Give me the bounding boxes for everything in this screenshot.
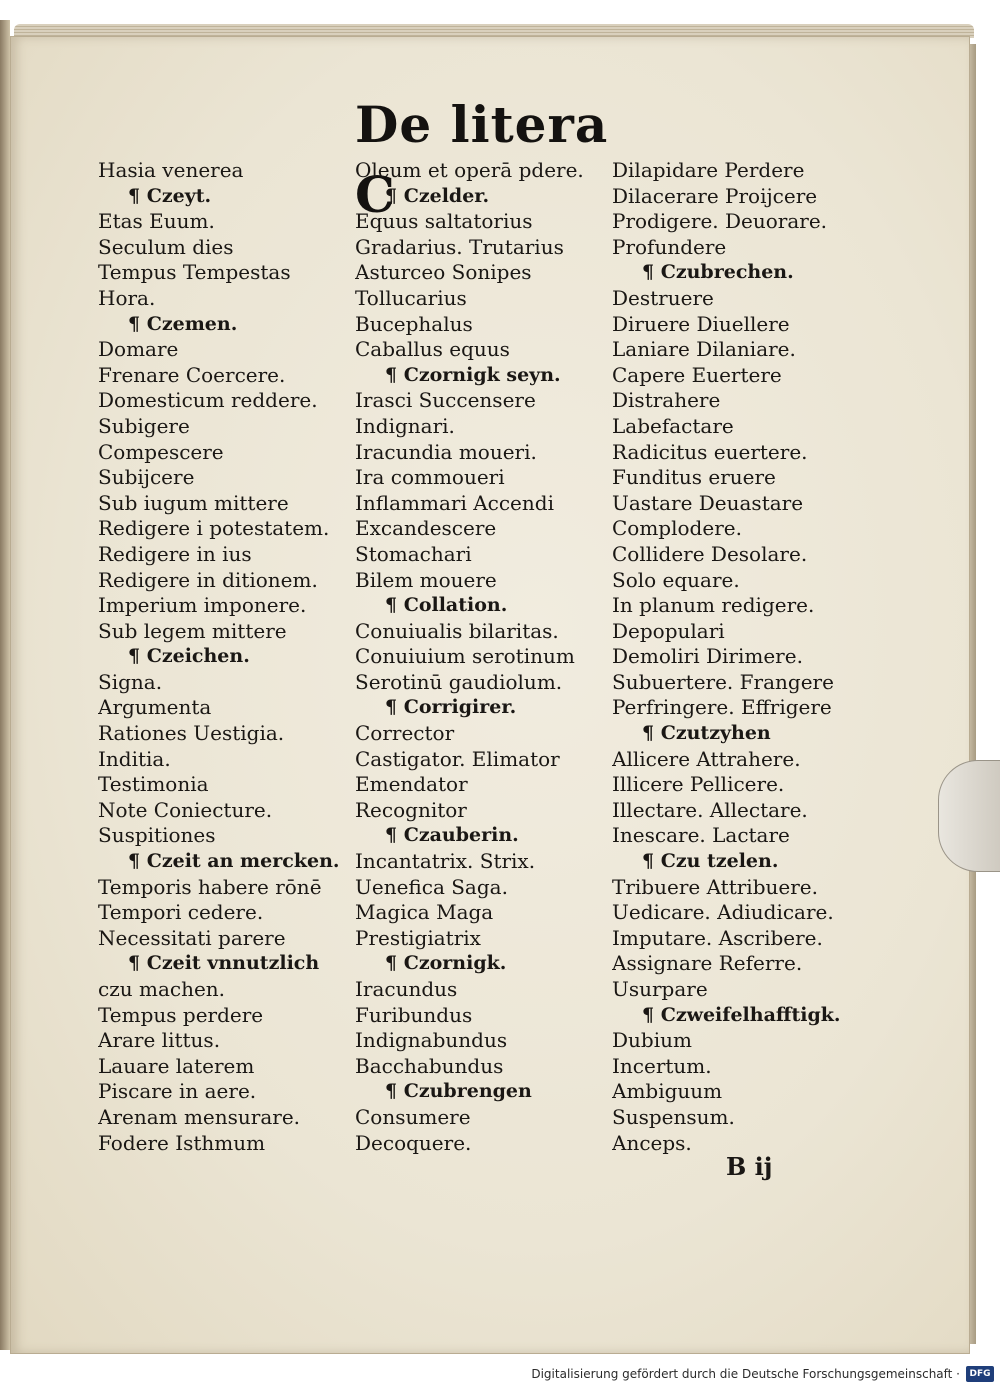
lemma-entry: Arenam mensurare. (98, 1104, 301, 1129)
footer-credit: Digitalisierung gefördert durch die Deutsche Forschungsgemeinschaft · (531, 1367, 960, 1381)
lemma-entry: Oleum et operā pdere. (355, 158, 584, 182)
lemma-entry: Incantatrix. Strix. (355, 849, 536, 874)
lemma-entry: Bacchabundus (355, 1053, 504, 1078)
lemma-entry: Seculum dies (98, 234, 234, 259)
lemma-entry: Inescare. Lactare (612, 823, 790, 848)
lemma-entry: Redigere in ditionem. (98, 567, 318, 592)
text-column-middle (355, 158, 607, 1156)
lemma-entry: czu machen. (98, 977, 226, 1001)
lemma-entry: Laniare Dilaniare. (612, 337, 796, 362)
rubric-heading: ¶ Czu tzelen. (642, 850, 779, 873)
text-column-right (612, 158, 862, 1156)
lemma-entry: Redigere i potestatem. (98, 516, 330, 541)
lemma-entry: Hora. (98, 285, 156, 310)
lemma-entry: Iracundus (355, 977, 458, 1001)
lemma-entry: Ira commoueri (355, 465, 505, 490)
lemma-entry: Recognitor (355, 797, 467, 822)
lemma-entry: Incertum. (612, 1053, 712, 1078)
lemma-entry: Corrector (355, 721, 455, 746)
lemma-entry: In planum redigere. (612, 593, 815, 618)
rubric-heading: ¶ Czeit vnnutzlich (128, 952, 320, 975)
rubric-heading: ¶ Collation. (385, 594, 508, 617)
lemma-entry: Perfringere. Effrigere (612, 695, 832, 720)
lemma-entry: Distrahere (612, 388, 721, 413)
lemma-entry: Demoliri Dirimere. (612, 644, 803, 669)
lemma-entry: Subuertere. Frangere (612, 669, 834, 694)
lemma-entry: Iracundia moueri. (355, 439, 537, 464)
lemma-entry: Lauare laterem (98, 1053, 255, 1078)
lemma-entry: Argumenta (98, 695, 212, 720)
lemma-entry: Compescere (98, 439, 224, 464)
rubric-heading: ¶ Czelder. (385, 184, 490, 207)
lemma-entry: Necessitati parere (98, 925, 286, 950)
lemma-entry: Bilem mouere (355, 567, 497, 592)
page-heading: De litera C (355, 95, 609, 224)
lemma-entry: Decoquere. (355, 1130, 472, 1155)
rubric-heading: ¶ Czeit an mercken. (128, 850, 340, 873)
lemma-entry: Uedicare. Adiudicare. (612, 900, 834, 925)
lemma-entry: Prestigiatrix (355, 925, 481, 950)
lemma-entry: Conuiualis bilaritas. (355, 618, 559, 643)
lemma-entry: Usurpare (612, 977, 708, 1001)
lemma-entry: Complodere. (612, 516, 742, 541)
lemma-entry: Temporis habere rōnē (98, 874, 322, 899)
lemma-entry: Subijcere (98, 465, 195, 490)
lemma-entry: Tempus Tempestas (98, 260, 291, 285)
lemma-entry: Indignari. (355, 413, 455, 438)
lemma-entry: Sub iugum mittere (98, 490, 289, 515)
lemma-entry: Emendator (355, 772, 468, 797)
rubric-heading: ¶ Czauberin. (385, 824, 519, 847)
lemma-entry: Inditia. (98, 746, 171, 771)
lemma-entry: Redigere in ius (98, 541, 252, 566)
lemma-entry: Stomachari (355, 541, 472, 566)
lemma-entry: Excandescere (355, 516, 497, 541)
lemma-entry: Funditus eruere (612, 465, 776, 490)
lemma-entry: Solo equare. (612, 567, 740, 592)
lemma-entry: Illectare. Allectare. (612, 797, 808, 822)
lemma-entry: Radicitus euertere. (612, 439, 808, 464)
lemma-entry: Arare littus. (98, 1028, 221, 1053)
lemma-entry: Gradarius. Trutarius (355, 234, 564, 259)
lemma-entry: Conuiuium serotinum (355, 644, 575, 669)
lemma-entry: Testimonia (98, 772, 209, 797)
rubric-heading: ¶ Czornigk. (385, 952, 507, 975)
lemma-entry: Bucephalus (355, 311, 473, 336)
rubric-heading: ¶ Corrigirer. (385, 696, 517, 719)
lemma-entry: Suspensum. (612, 1104, 735, 1129)
dfg-logo: DFG (966, 1366, 994, 1382)
text-column-left (98, 158, 353, 1156)
footer-bar (0, 1362, 1000, 1387)
lemma-entry: Caballus equus (355, 337, 510, 362)
lemma-entry: Indignabundus (355, 1028, 508, 1053)
lemma-entry: Uastare Deuastare (612, 490, 804, 515)
rubric-heading: ¶ Czubrechen. (642, 261, 794, 284)
lemma-entry: Collidere Desolare. (612, 541, 808, 566)
lemma-entry: Depopulari (612, 618, 725, 643)
lemma-entry: Sub legem mittere (98, 618, 287, 643)
lemma-entry: Tempus perdere (98, 1002, 264, 1027)
lemma-entry: Allicere Attrahere. (612, 746, 801, 771)
lemma-entry: Tollucarius (355, 285, 467, 310)
lemma-entry: Rationes Uestigia. (98, 721, 285, 746)
lemma-entry: Frenare Coercere. (98, 362, 286, 387)
lemma-entry: Asturceo Sonipes (355, 260, 532, 285)
lemma-entry: Signa. (98, 669, 163, 694)
lemma-entry: Consumere (355, 1104, 471, 1129)
lemma-entry: Etas Euum. (98, 209, 215, 234)
lemma-entry: Profundere (612, 234, 727, 259)
rubric-heading: ¶ Czeyt. (128, 184, 212, 207)
lemma-entry: Imputare. Ascribere. (612, 925, 823, 950)
lemma-entry: Furibundus (355, 1002, 473, 1027)
lemma-entry: Imperium imponere. (98, 593, 307, 618)
lemma-entry: Hasia venerea (98, 158, 244, 182)
lemma-entry: Destruere (612, 285, 714, 310)
lemma-entry: Illicere Pellicere. (612, 772, 785, 797)
lemma-entry: Piscare in aere. (98, 1079, 257, 1104)
rubric-heading: ¶ Czubrengen (385, 1080, 532, 1103)
lemma-entry: Magica Maga (355, 900, 494, 925)
lemma-entry: Capere Euertere (612, 362, 782, 387)
rubric-heading: ¶ Czweifelhafftigk. (642, 1003, 841, 1026)
book-spine-shadow (0, 20, 10, 1350)
lemma-entry: Tempori cedere. (98, 900, 264, 925)
lemma-entry: Suspitiones (98, 823, 216, 848)
rubric-heading: ¶ Czemen. (128, 312, 238, 335)
lemma-entry: Fodere Isthmum (98, 1130, 266, 1155)
page-tab-marker (938, 760, 1000, 872)
lemma-entry: Domare (98, 337, 179, 362)
lemma-entry: Dilacerare Proijcere (612, 183, 818, 208)
lemma-entry: Dubium (612, 1028, 692, 1053)
lemma-entry: Note Coniecture. (98, 797, 273, 822)
lemma-entry: Dilapidare Perdere (612, 158, 805, 182)
lemma-entry: Inflammari Accendi (355, 490, 554, 515)
rubric-heading: ¶ Czutzyhen (642, 722, 771, 745)
lemma-entry: Castigator. Elimator (355, 746, 560, 771)
lemma-entry: Irasci Succensere (355, 388, 536, 413)
lemma-entry: Ambiguum (612, 1079, 723, 1104)
rubric-heading: ¶ Czeichen. (128, 645, 250, 668)
lemma-entry: Serotinū gaudiolum. (355, 669, 563, 694)
lemma-entry: Domesticum reddere. (98, 388, 318, 413)
lemma-entry: Subigere (98, 413, 190, 438)
lemma-entry: Uenefica Saga. (355, 874, 508, 899)
lemma-entry: Prodigere. Deuorare. (612, 209, 828, 234)
rubric-heading: ¶ Czornigk seyn. (385, 363, 561, 386)
lemma-entry: Diruere Diuellere (612, 311, 790, 336)
lemma-entry: Labefactare (612, 413, 734, 438)
lemma-entry: Anceps. (612, 1130, 692, 1155)
lemma-entry: Equus saltatorius (355, 209, 533, 234)
lemma-entry: Assignare Referre. (612, 951, 803, 976)
folio-signature: B ij (726, 1152, 773, 1181)
lemma-entry: Tribuere Attribuere. (612, 874, 818, 899)
